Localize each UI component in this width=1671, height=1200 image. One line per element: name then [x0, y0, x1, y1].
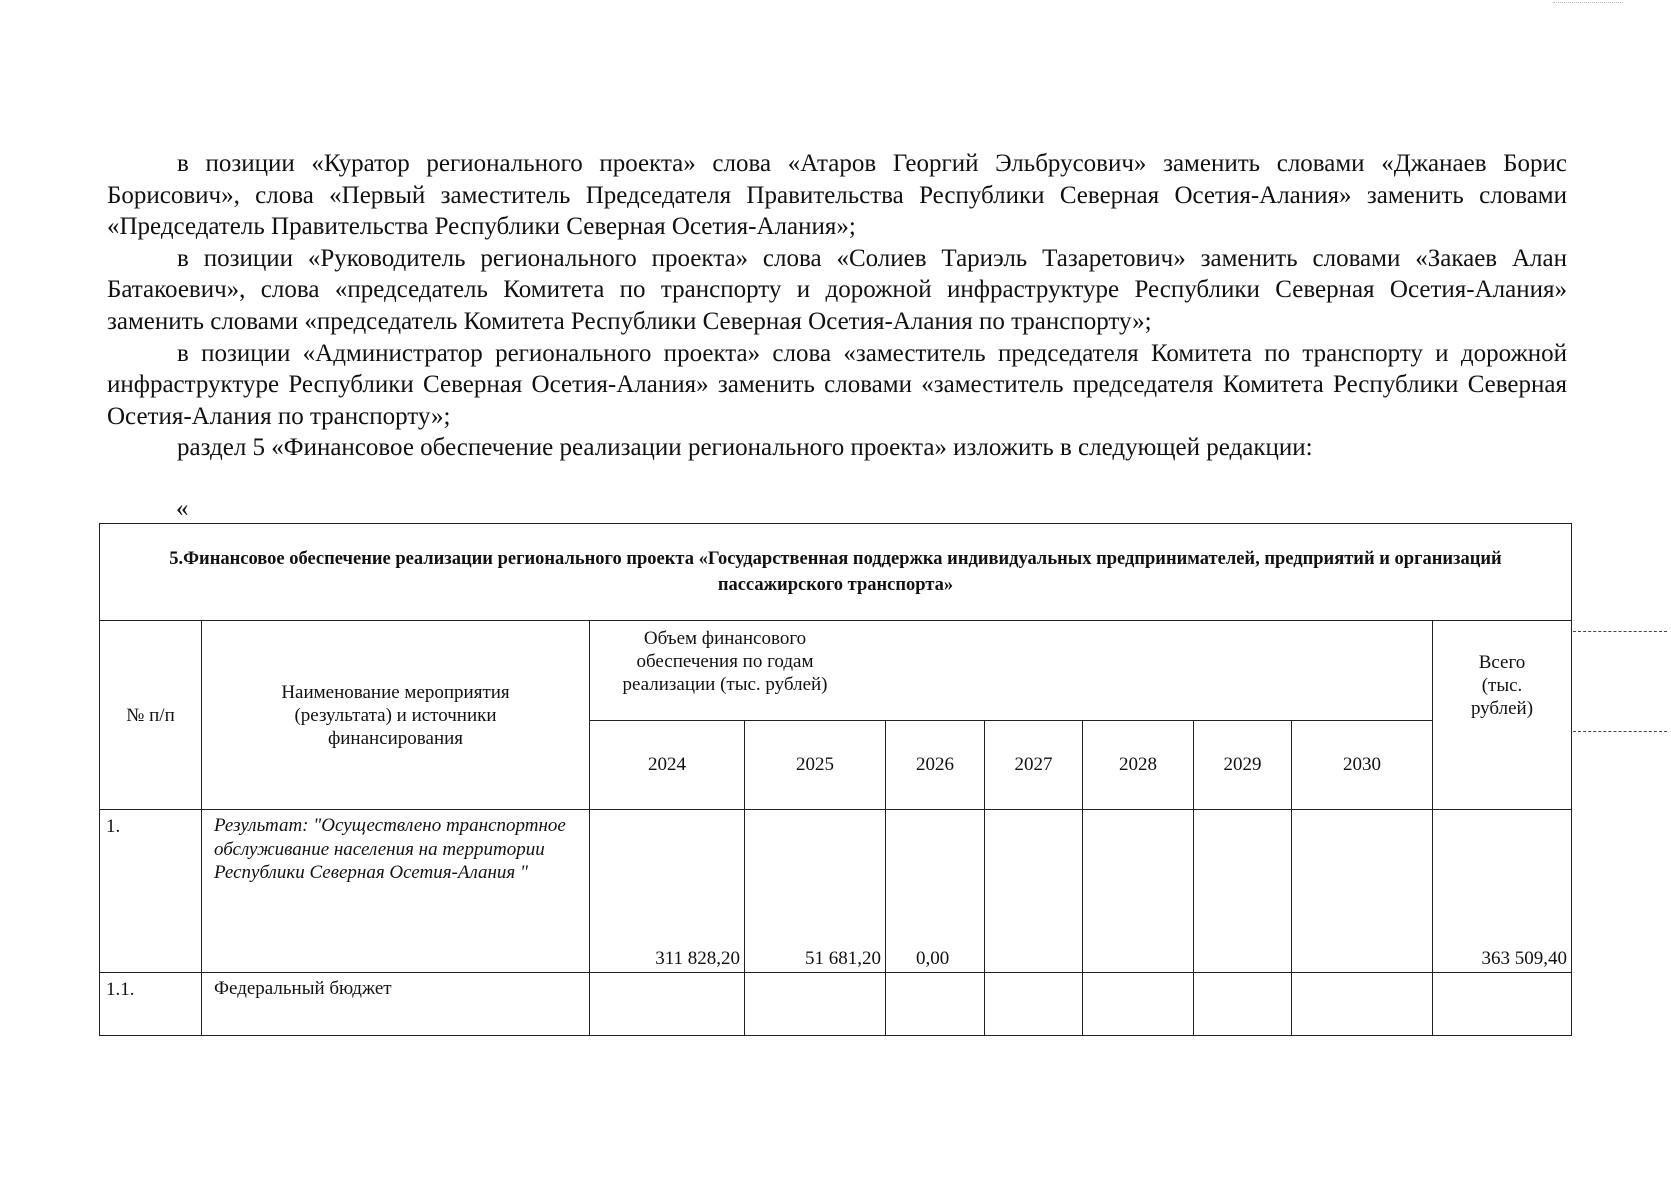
row-total: 363 509,40 [1433, 810, 1572, 973]
header-year: 2030 [1292, 721, 1433, 810]
row-value [1083, 973, 1194, 1036]
row-value [886, 973, 985, 1036]
header-num: № п/п [100, 621, 202, 810]
row-value [985, 973, 1083, 1036]
row-value: 51 681,20 [745, 810, 886, 973]
header-volume: Объем финансового обеспечения по годам реализации (тыс. рублей) [590, 621, 1433, 721]
row-name: Результат: "Осуществлено транспортное обслуживание населения на территории Республики Северная Осетия-Алания " [202, 810, 590, 973]
paragraph-curator: в позиции «Куратор регионального проекта» слова «Атаров Георгий Эльбрусович» заменить словами «Джанаев Борис Борисович», слова «Первый заместитель Председателя Правительства Республики Северная Осетия-Алания» заменить словами «Председатель Правительства Республики Северная Осетия-Алания»; [107, 150, 1567, 241]
scan-artifact [1553, 2, 1623, 7]
paragraph-section5: раздел 5 «Финансовое обеспечение реализации регионального проекта» изложить в следующей редакции: [177, 434, 1313, 462]
row-value [1194, 810, 1292, 973]
header-year: 2027 [985, 721, 1083, 810]
header-year: 2025 [745, 721, 886, 810]
row-value [590, 973, 745, 1036]
row-value [1292, 810, 1433, 973]
row-value [1194, 973, 1292, 1036]
row-value: 0,00 [886, 810, 985, 973]
table-title: 5.Финансовое обеспечение реализации регионального проекта «Государственная поддержка индивидуальных предпринимателей, предприятий и организаций пассажирского транспорта» [100, 524, 1572, 621]
header-year: 2024 [590, 721, 745, 810]
table-row [100, 810, 1572, 973]
header-total: Всего (тыс. рублей) [1433, 621, 1572, 810]
row-number: 1. [100, 810, 202, 973]
row-value: 311 828,20 [590, 810, 745, 973]
amendment-text [107, 148, 1567, 464]
row-total [1433, 973, 1572, 1036]
row-value [1083, 810, 1194, 973]
paragraph-head: в позиции «Руководитель регионального проекта» слова «Солиев Тариэль Тазаретович» заменить словами «Закаев Алан Батакоевич», слова «председатель Комитета по транспорту и дорожной инфраструктуре Республики Северная Осетия-Алания» заменить словами «председатель Комитета Республики Северная Осетия-Алания по транспорту»; [107, 244, 1567, 335]
table-overflow-line [1573, 731, 1667, 732]
paragraph-administrator: в позиции «Администратор регионального проекта» слова «заместитель председателя Комитета по транспорту и дорожной инфраструктуре Республики Северная Осетия-Алания» заменить словами «заместитель председателя Комитета Республики Северная Осетия-Алания по транспорту»; [107, 339, 1567, 430]
row-value [745, 973, 886, 1036]
header-name: Наименование мероприятия (результата) и источники финансирования [202, 621, 590, 810]
opening-quote: « [176, 495, 189, 522]
table-row [100, 973, 1572, 1036]
header-year: 2029 [1194, 721, 1292, 810]
finance-table [99, 523, 1572, 1036]
row-number: 1.1. [100, 973, 202, 1036]
row-name: Федеральный бюджет [202, 973, 590, 1036]
row-value [985, 810, 1083, 973]
header-year: 2028 [1083, 721, 1194, 810]
header-year: 2026 [886, 721, 985, 810]
table-overflow-line [1573, 631, 1667, 632]
row-value [1292, 973, 1433, 1036]
